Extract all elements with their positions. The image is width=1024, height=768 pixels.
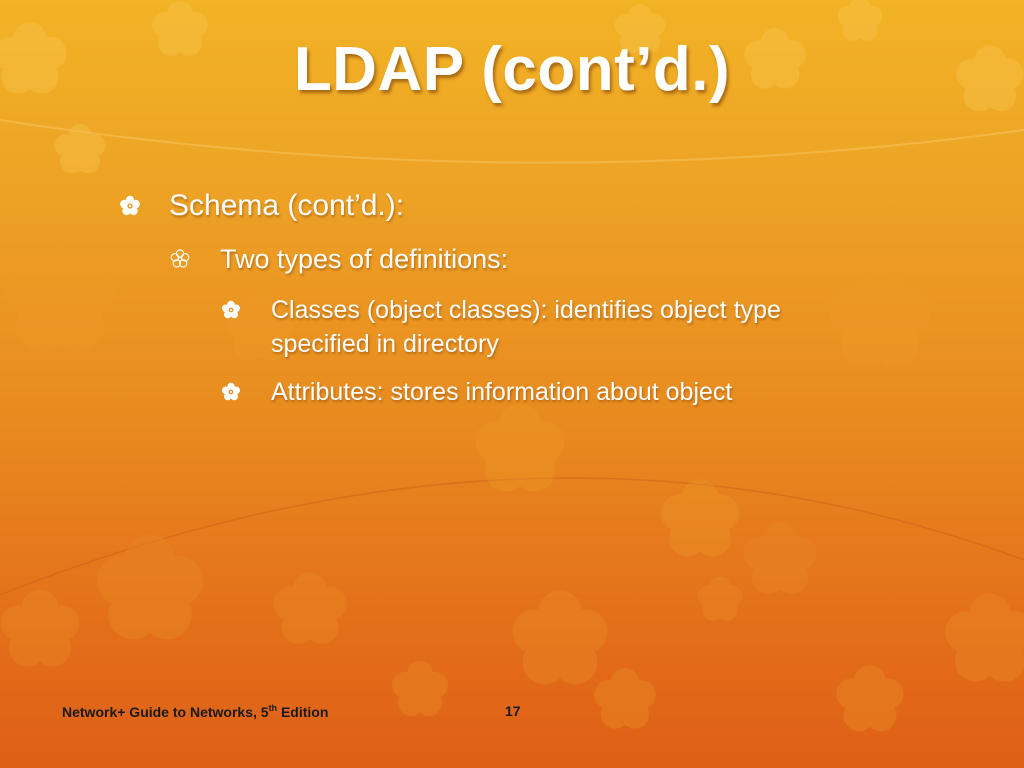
slide-title: LDAP (cont’d.): [293, 35, 731, 104]
flower-bullet-icon: [221, 300, 241, 320]
footer-source-post: Edition: [277, 704, 329, 720]
flower-bullet-icon: [119, 195, 141, 217]
bullet-text-line-1: Classes (object classes): identifies object type: [271, 296, 781, 324]
bullet-text: Two types of definitions:: [220, 244, 509, 274]
bullet-text: Schema (cont’d.):: [169, 189, 405, 222]
footer-source-pre: Network+ Guide to Networks, 5: [62, 704, 269, 720]
bullet-text-line-2: specified in directory: [271, 330, 499, 358]
bullet-text: Attributes: stores information about object: [271, 378, 733, 406]
footer-source: [62, 703, 328, 720]
flower-outline-bullet-icon: [170, 249, 190, 269]
page-number: 17: [505, 703, 521, 719]
footer-source-sup: th: [268, 703, 278, 713]
flower-bullet-icon: [221, 382, 241, 402]
